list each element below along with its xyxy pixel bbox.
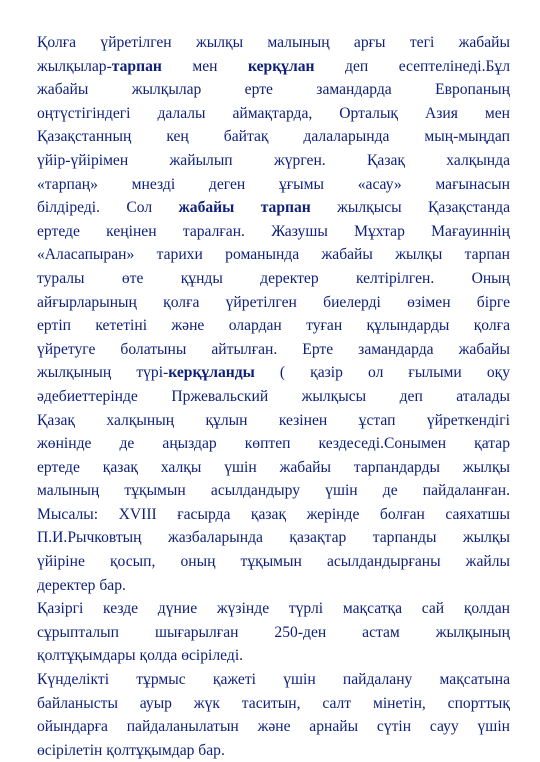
text-run: айғырларының қолға үйретілген биелерді өзімен бірге	[37, 293, 510, 311]
text-line	[37, 456, 510, 480]
text-run: Қазақ халқының құлын кезінен ұстап үйреткендігі	[37, 411, 510, 429]
text-line	[37, 503, 510, 527]
text-line	[37, 314, 510, 338]
text-run: ( қазір ол ғылыми оқу	[254, 364, 510, 382]
text-run: Қолға үйретілген жылқы малының арғы тегі жабайы	[37, 34, 510, 51]
text-line	[37, 668, 510, 692]
text-run: үйіріне қосып, оның тұқымын асылдандырғаны жайлы	[37, 553, 510, 571]
bold-term-kerkulan: керқұлан	[248, 57, 315, 75]
text-line	[37, 574, 510, 598]
text-line	[37, 597, 510, 621]
text-line	[37, 361, 510, 385]
text-run: деп есептелінеді.Бұл	[314, 57, 510, 75]
text-line	[37, 338, 510, 362]
text-line	[37, 291, 510, 315]
text-line	[37, 220, 510, 244]
text-run: Қазақстанның кең байтақ далаларында мың-мыңдап	[37, 128, 510, 146]
text-line	[37, 267, 510, 291]
bold-term-tarpan: тарпан	[111, 57, 162, 75]
text-run: үйретуге болатыны айтылған. Ерте замандарда жабайы	[37, 340, 510, 358]
text-run: жабайы жылқылар ерте замандарда Европаның	[37, 81, 510, 99]
text-run: жылқысы Қазақстанда	[310, 199, 510, 217]
text-run: Мысалы: XVIII ғасырда қазақ жерінде болған саяхатшы	[37, 505, 510, 523]
text-run: малының тұқымын асылдандыру үшін де пайдаланған.	[37, 482, 510, 500]
text-run: білдіреді. Сол	[37, 199, 179, 217]
text-run: туралы өте құнды деректер келтірілген. Оның	[37, 269, 510, 287]
text-run: қолтұқымдары қолда өсіріледі.	[37, 647, 244, 665]
bold-term-kerkulandy: керқұланды	[168, 364, 255, 382]
text-run: ертеде кеңінен таралған. Жазушы Мұхтар Мағауиннің	[37, 222, 510, 240]
text-line	[37, 692, 510, 716]
text-line	[37, 409, 510, 433]
text-run: өсірілетін қолтұқымдар бар.	[37, 741, 225, 759]
text-run: байланысты ауыр жүк таситын, салт мінетін, спорттық	[37, 694, 510, 712]
text-run: деректер бар.	[37, 576, 126, 594]
text-run: Қазіргі кезде дүние жүзінде түрлі мақсатқа сай қолдан	[37, 600, 510, 618]
text-run: ертеде қазақ халқы үшін жабайы тарпандарды жылқы	[37, 458, 510, 476]
text-run: «Аласапыран» тарихи романында жабайы жылқы тарпан	[37, 246, 510, 264]
text-line	[37, 78, 510, 102]
text-run: жөнінде де аңыздар көптеп кездеседі.Сонымен қатар	[37, 435, 510, 453]
text-run: жылқылар-	[37, 57, 112, 75]
text-line	[37, 55, 510, 79]
text-run: «тарпаң» мнезді деген ұғымы «асау» мағынасын	[37, 175, 510, 193]
text-line	[37, 385, 510, 409]
text-run: Күнделікті тұрмыс қажеті үшін пайдалану мақсатына	[37, 671, 510, 689]
text-line	[37, 102, 510, 126]
text-line	[37, 432, 510, 456]
text-run: оңтүстігіндегі далалы аймақтарда, Орталық Азия мен	[37, 104, 510, 122]
text-line	[37, 479, 510, 503]
text-line	[37, 125, 510, 149]
text-line	[37, 526, 510, 550]
text-run: ойындарға пайдаланылатын және арнайы сүтін сауу үшін	[37, 718, 510, 736]
text-run: П.И.Рычковтың жазбаларында қазақтар тарпанды жылқы	[37, 529, 510, 547]
text-line	[37, 621, 510, 645]
text-line	[37, 739, 510, 762]
text-line	[37, 243, 510, 267]
text-line	[37, 173, 510, 197]
text-run: сұрыпталып шығарылған 250-ден астам жылқының	[37, 623, 510, 641]
text-run: мен	[161, 57, 248, 75]
text-run: жылқының түрі-	[37, 364, 169, 382]
text-run: үйір-үйірімен жайылып жүрген. Қазақ халқында	[37, 151, 510, 169]
bold-term-wild-tarpan: жабайы тарпан	[178, 199, 311, 217]
text-run: ертіп кететіні және олардан туған құлындарды қолға	[37, 317, 510, 335]
text-line	[37, 196, 510, 220]
text-line	[37, 31, 510, 55]
text-line	[37, 644, 510, 668]
text-run: әдебиеттерінде Пржевальский жылқысы деп аталады	[37, 387, 510, 405]
text-line	[37, 550, 510, 574]
text-line	[37, 715, 510, 739]
text-line	[37, 149, 510, 173]
